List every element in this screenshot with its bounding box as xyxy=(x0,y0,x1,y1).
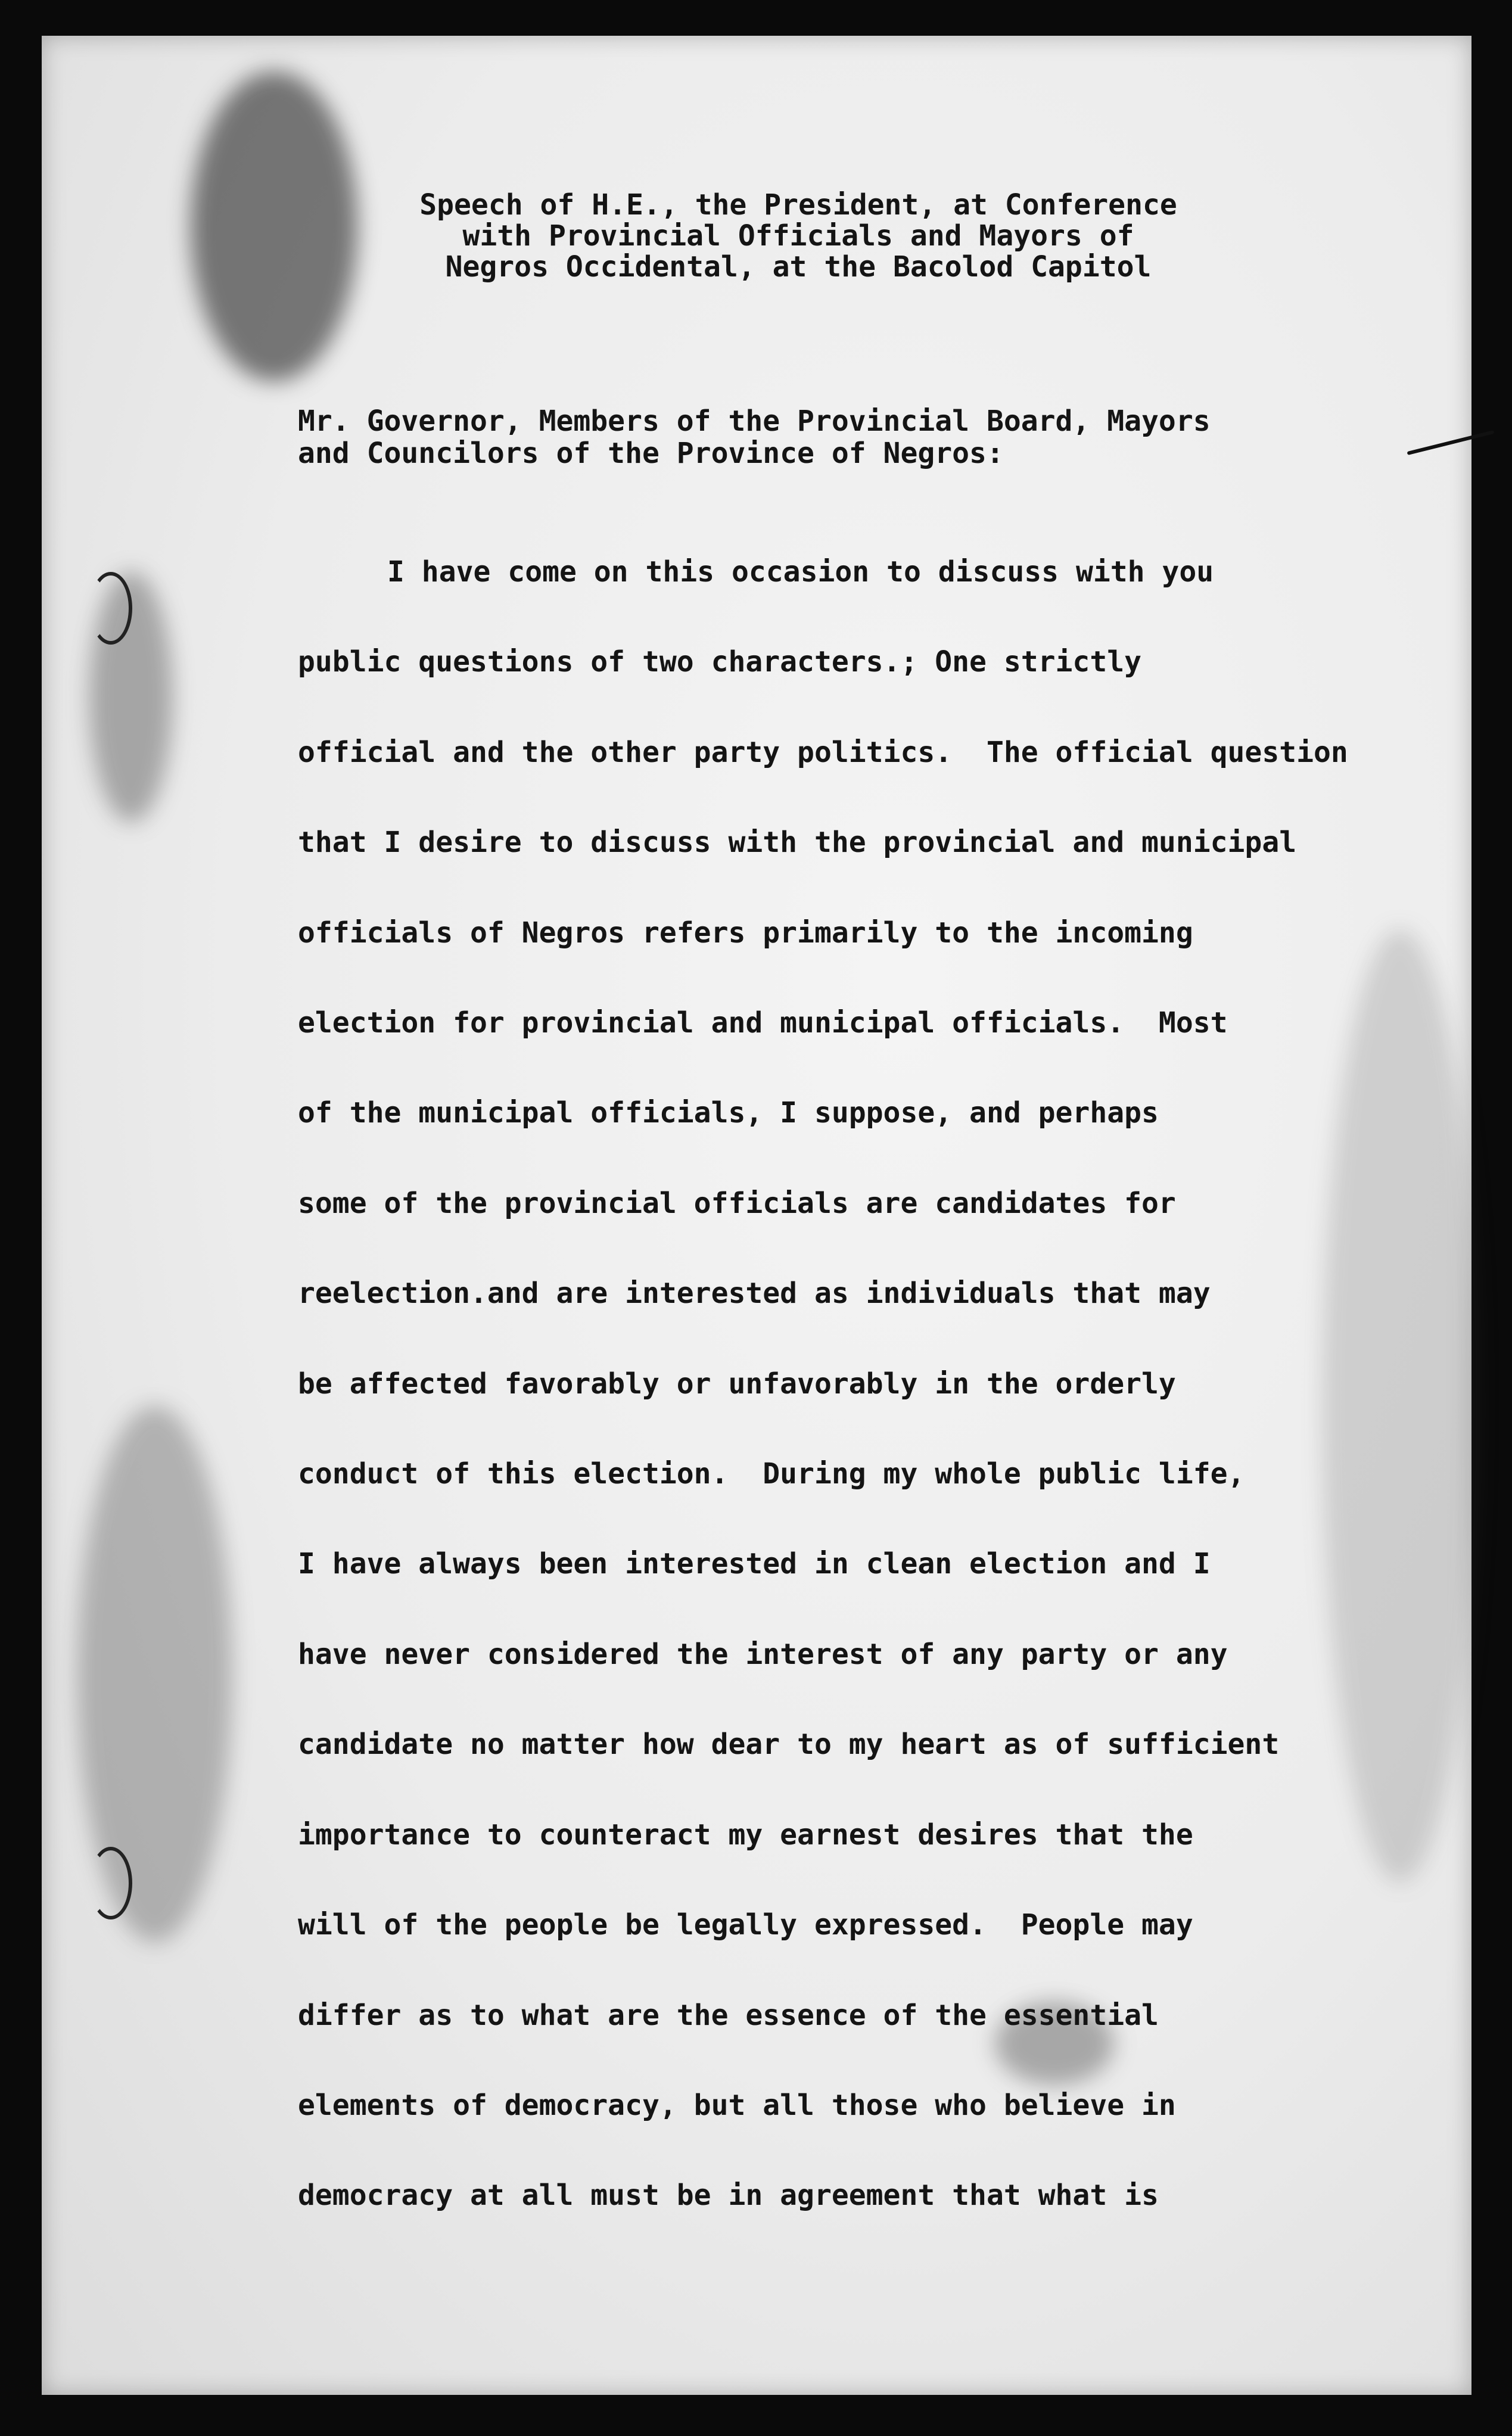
body-line: some of the provincial officials are candidates for xyxy=(298,1186,1176,1220)
speech-body xyxy=(298,527,1348,2241)
body-line: reelection.and are interested as individuals that may xyxy=(298,1277,1211,1311)
body-line: elements of democracy, but all those who believe in xyxy=(298,2088,1176,2122)
pen-mark xyxy=(1407,430,1495,455)
body-line: differ as to what are the essence of the essential xyxy=(298,1998,1159,2032)
binding-hole xyxy=(89,1847,132,1919)
body-line: I have always been interested in clean election and I xyxy=(298,1547,1211,1581)
document-title xyxy=(381,189,1215,282)
salutation-line: and Councilors of the Province of Negros: xyxy=(298,437,1004,470)
body-line: official and the other party politics. The official question xyxy=(298,735,1348,769)
title-line: with Provincial Officials and Mayors of xyxy=(462,219,1134,253)
salutation xyxy=(298,405,1211,469)
body-line: candidate no matter how dear to my heart as of sufficient xyxy=(298,1728,1280,1762)
binding-hole xyxy=(89,572,132,645)
body-line: I have come on this occasion to discuss with you xyxy=(387,555,1214,589)
ink-stain xyxy=(191,71,357,381)
title-line: Speech of H.E., the President, at Conference xyxy=(419,188,1177,222)
title-line: Negros Occidental, at the Bacolod Capitol xyxy=(445,250,1152,284)
salutation-line: Mr. Governor, Members of the Provincial Board, Mayors xyxy=(298,405,1211,438)
body-line: be affected favorably or unfavorably in the orderly xyxy=(298,1367,1176,1401)
body-line: election for provincial and municipal officials. Most xyxy=(298,1006,1228,1040)
body-line: democracy at all must be in agreement that what is xyxy=(298,2179,1159,2213)
body-line: of the municipal officials, I suppose, and perhaps xyxy=(298,1096,1159,1130)
body-line: have never considered the interest of any party or any xyxy=(298,1637,1228,1671)
body-line: that I desire to discuss with the provincial and municipal xyxy=(298,826,1297,860)
body-line: public questions of two characters.; One strictly xyxy=(298,645,1142,679)
body-line: will of the people be legally expressed. People may xyxy=(298,1908,1193,1942)
body-line: officials of Negros refers primarily to the incoming xyxy=(298,916,1193,950)
body-line: conduct of this election. During my whole public life, xyxy=(298,1457,1245,1491)
body-line: importance to counteract my earnest desires that the xyxy=(298,1818,1193,1852)
